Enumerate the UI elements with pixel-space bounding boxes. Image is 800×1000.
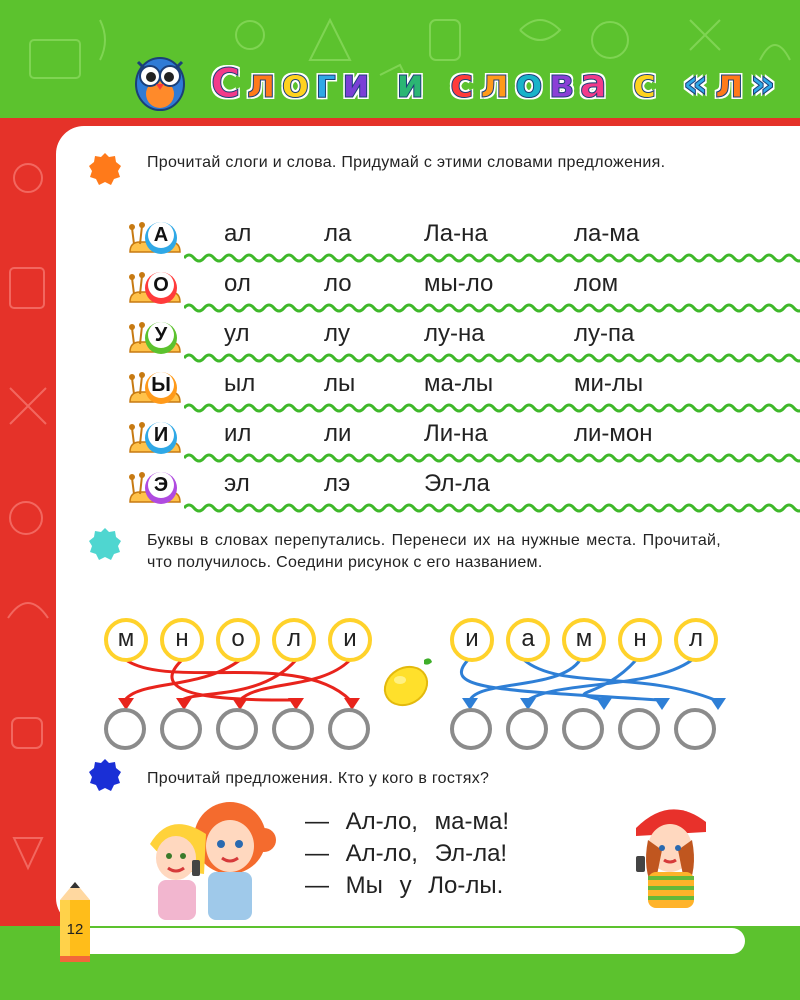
syllable-cell: ми-лы <box>574 370 644 397</box>
syllable-cell: ал <box>224 220 252 247</box>
dialog-line-2: — Ал-ло, Эл-ла! <box>305 840 508 867</box>
syllable-cell: мы-ло <box>424 270 494 297</box>
answer-circle[interactable] <box>618 708 660 750</box>
vowel-letter: Э <box>148 472 174 498</box>
syllable-cell: ил <box>224 420 252 447</box>
task2-instruction: Буквы в словах перепутались. Перенеси их на нужные места. Прочитай, что получилось. Соедини рисунок с его названием. <box>147 532 721 571</box>
title-letter: и <box>396 61 425 107</box>
letter-circle: м <box>104 618 148 662</box>
vowel-letter: У <box>148 322 174 348</box>
syllable-cell: лу <box>324 320 351 347</box>
answer-circle[interactable] <box>104 708 146 750</box>
lemon-picture-icon[interactable] <box>380 654 436 710</box>
syllable-cell: Ла-на <box>424 220 488 247</box>
title-letter: г <box>315 61 337 107</box>
syllable-cell: лу-па <box>574 320 635 347</box>
title-letter: л <box>246 61 276 107</box>
syllable-cell: ыл <box>224 370 256 397</box>
syllable-cell: лу-на <box>424 320 485 347</box>
title-letter: » <box>749 61 776 107</box>
title-letter: о <box>281 61 310 107</box>
title-letter: л <box>714 61 744 107</box>
syllable-cell: Ли-на <box>424 420 488 447</box>
answer-circle[interactable] <box>506 708 548 750</box>
letter-circle: и <box>328 618 372 662</box>
title-letter: о <box>515 61 543 107</box>
syllable-cell: Эл-ла <box>424 470 490 497</box>
syllable-cell: лы <box>324 370 356 397</box>
task1-instruction: Прочитай слоги и слова. Придумай с этими словами предложения. <box>147 154 666 171</box>
letter-circle: о <box>216 618 260 662</box>
title-letter: и <box>342 61 371 107</box>
girl-with-phone-illustration <box>628 800 714 908</box>
answer-circle[interactable] <box>674 708 716 750</box>
two-girls-illustration <box>140 800 280 920</box>
letter-circle: л <box>272 618 316 662</box>
title-letter: с <box>450 61 474 107</box>
title-letter: а <box>579 61 607 107</box>
syllable-cell: ла-ма <box>574 220 640 247</box>
dialog-line-1: — Ал-ло, ма-ма! <box>305 808 509 835</box>
letter-circle: а <box>506 618 550 662</box>
letter-circle: н <box>618 618 662 662</box>
vowel-letter: А <box>148 222 174 248</box>
title-letter: « <box>682 61 709 107</box>
page-number: 12 <box>66 921 84 938</box>
title-letter: С <box>211 61 241 107</box>
syllable-cell: ма-лы <box>424 370 494 397</box>
answer-circle[interactable] <box>328 708 370 750</box>
title-letter: с <box>632 61 657 107</box>
syllable-cell: ол <box>224 270 251 297</box>
title-letter: в <box>548 61 574 107</box>
answer-circle[interactable] <box>562 708 604 750</box>
answer-circle[interactable] <box>272 708 314 750</box>
syllable-cell: ул <box>224 320 250 347</box>
task3-instruction: Прочитай предложения. Кто у кого в гостях? <box>147 770 490 787</box>
letter-circle: м <box>562 618 606 662</box>
answer-circle[interactable] <box>216 708 258 750</box>
syllable-cell: ли-мон <box>574 420 653 447</box>
title-letter: л <box>479 61 510 107</box>
letter-circle: и <box>450 618 494 662</box>
blue-bullet-icon <box>88 758 122 792</box>
vowel-letter: Ы <box>148 372 174 398</box>
vowel-letter: И <box>148 422 174 448</box>
syllable-cell: ло <box>324 270 352 297</box>
letter-circle: н <box>160 618 204 662</box>
vowel-letter: О <box>148 272 174 298</box>
syllable-cell: ла <box>324 220 352 247</box>
answer-circle[interactable] <box>160 708 202 750</box>
syllable-cell: лом <box>574 270 619 297</box>
syllable-cell: эл <box>224 470 250 497</box>
syllable-cell: лэ <box>324 470 351 497</box>
dialog-line-3: — Мы у Ло-лы. <box>305 872 504 899</box>
answer-circle[interactable] <box>450 708 492 750</box>
syllable-cell: ли <box>324 420 352 447</box>
letter-circle: л <box>674 618 718 662</box>
